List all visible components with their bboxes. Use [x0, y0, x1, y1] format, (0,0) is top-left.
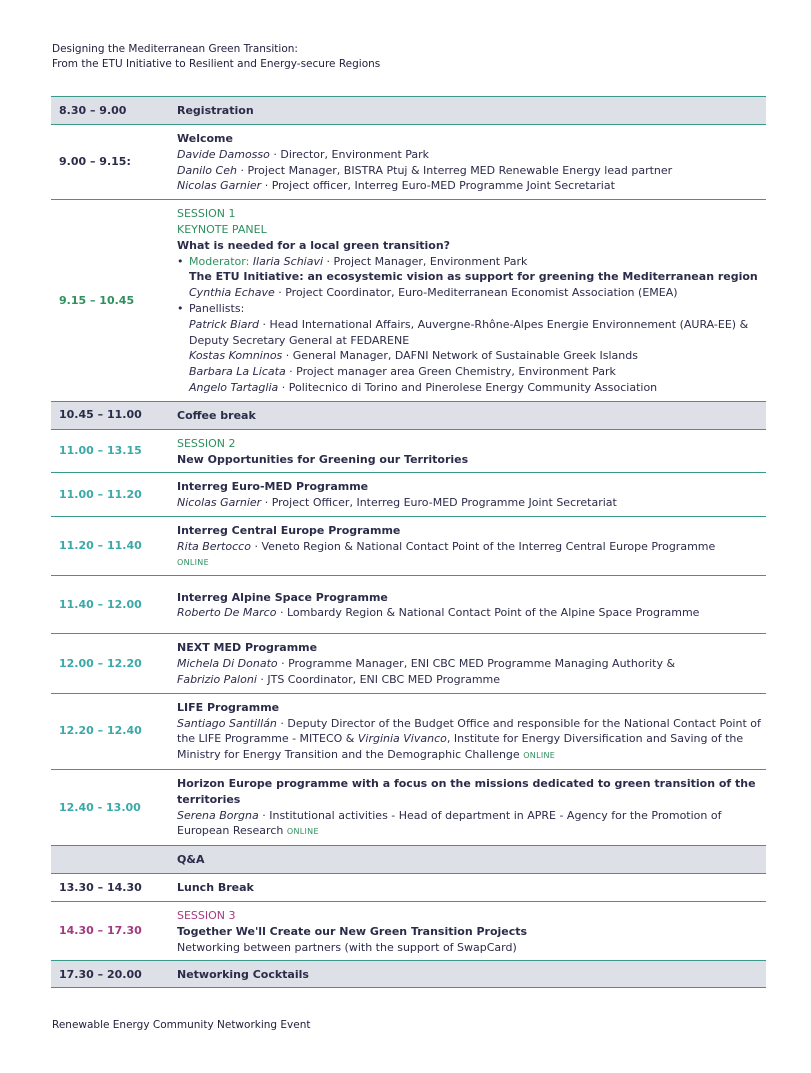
- agenda-row-cocktails: [51, 961, 766, 988]
- speaker-name: Patrick Biard: [189, 317, 260, 331]
- agenda-time: 10.45 – 11.00: [51, 401, 177, 429]
- agenda-title: Interreg Euro-MED Programme: [177, 480, 369, 494]
- agenda-title: Registration: [177, 97, 766, 125]
- agenda-content: [177, 769, 766, 845]
- speaker-role: · General Manager, DAFNI Network of Sustainable Greek Islands: [282, 349, 638, 363]
- speaker-line: [177, 672, 766, 688]
- panellist-line: [177, 364, 766, 380]
- agenda-time: 8.30 – 9.00: [51, 97, 177, 125]
- agenda-time: 11.40 – 12.00: [59, 597, 142, 611]
- keynote-title: The ETU Initiative: an ecosystemic vision as support for greening the Mediterranean region: [189, 270, 758, 284]
- speaker-name: Danilo Ceh: [177, 163, 237, 177]
- agenda-time: 9.00 – 9.15:: [59, 155, 131, 169]
- speaker-name: Angelo Tartaglia: [189, 380, 279, 394]
- agenda-time: 12.40 - 13.00: [59, 800, 141, 814]
- moderator-name: Ilaria Schiavi: [252, 254, 324, 268]
- speaker-name: Barbara La Licata: [189, 365, 286, 379]
- agenda-row-lunch: [51, 874, 766, 902]
- agenda-content: [177, 200, 766, 402]
- agenda-row-coffee: [51, 401, 766, 429]
- speaker-role: , Institute for Energy Diversification and Saving of the Ministry for Energy Transition and the Demographic Challenge: [177, 732, 744, 762]
- speaker-name: Nicolas Garnier: [177, 179, 262, 193]
- speaker-role: · Head International Affairs, Auvergne-Rhône-Alpes Energie Environnement (AURA-EE) & Deputy Secretary General at FEDARENE: [189, 317, 749, 347]
- header-line-2: From the ETU Initiative to Resilient and Energy-secure Regions: [52, 58, 381, 70]
- agenda-content: [177, 125, 766, 200]
- agenda-title: LIFE Programme: [177, 700, 280, 714]
- session-title: Together We'll Create our New Green Transition Projects: [177, 924, 528, 938]
- agenda-row-alpine-space: [51, 576, 766, 634]
- agenda-row-central-europe: [51, 516, 766, 575]
- speaker-role: · Institutional activities - Head of department in APRE - Agency for the Promotion of European Research: [177, 808, 722, 838]
- agenda-title: Interreg Alpine Space Programme: [177, 590, 388, 604]
- speaker-role: · Veneto Region & National Contact Point of the Interreg Central Europe Programme: [250, 539, 716, 553]
- agenda-time: 12.20 – 12.40: [59, 724, 142, 738]
- speaker-role: · Project Manager, BISTRA Ptuj & Interreg MED Renewable Energy lead partner: [236, 163, 673, 177]
- speaker-name: Serena Borgna: [177, 808, 259, 822]
- agenda-time: [51, 846, 177, 874]
- agenda-title: Coffee break: [177, 401, 766, 429]
- speaker-line: [177, 716, 766, 764]
- panellist-line: [177, 348, 766, 364]
- session-title: New Opportunities for Greening our Territories: [177, 452, 469, 466]
- speaker-line: [177, 539, 766, 555]
- speaker-name: Cynthia Echave: [189, 286, 275, 300]
- session-sublabel: KEYNOTE PANEL: [177, 222, 267, 236]
- moderator-line: [177, 254, 766, 270]
- speaker-role: · Project Coordinator, Euro-Mediterranean Economist Association (EMEA): [274, 286, 678, 300]
- speaker-line: [177, 495, 766, 511]
- agenda-content: [177, 902, 766, 961]
- online-badge: ONLINE: [177, 557, 209, 567]
- agenda-title: Lunch Break: [177, 881, 254, 895]
- agenda-time: 11.00 – 11.20: [59, 487, 142, 501]
- agenda-table: [51, 96, 766, 988]
- speaker-name: Davide Damosso: [177, 147, 270, 161]
- moderator-label: Moderator:: [189, 254, 253, 268]
- speaker-name: Fabrizio Paloni: [177, 672, 257, 686]
- speaker-role: · Director, Environment Park: [269, 147, 430, 161]
- agenda-row-horizon-europe: [51, 769, 766, 845]
- agenda-row-qa: [51, 846, 766, 874]
- agenda-title: Q&A: [177, 846, 766, 874]
- speaker-name: Virginia Vivanco: [357, 732, 447, 746]
- agenda-title: NEXT MED Programme: [177, 641, 318, 655]
- document-header: [52, 42, 380, 72]
- agenda-time: 17.30 – 20.00: [51, 961, 177, 988]
- agenda-content: [177, 576, 766, 634]
- speaker-line: [177, 147, 766, 163]
- agenda-row-euromed: [51, 473, 766, 517]
- session-label: SESSION 2: [177, 436, 236, 450]
- agenda-row-life: [51, 693, 766, 769]
- speaker-line: [177, 656, 766, 672]
- panellists-label: • Panellists:: [177, 301, 766, 317]
- agenda-content: [177, 516, 766, 575]
- agenda-content: [177, 429, 766, 473]
- agenda-time: 9.15 – 10.45: [59, 293, 135, 307]
- speaker-role: · Project manager area Green Chemistry, Environment Park: [285, 365, 616, 379]
- agenda-time: 11.20 – 11.40: [59, 539, 142, 553]
- agenda-row-welcome: [51, 125, 766, 200]
- speaker-role: · JTS Coordinator, ENI CBC MED Programme: [256, 672, 501, 686]
- panellist-line: [177, 380, 766, 396]
- agenda-row-registration: [51, 97, 766, 125]
- agenda-content: [177, 634, 766, 693]
- document-footer: Renewable Energy Community Networking Event: [52, 1019, 311, 1031]
- agenda-row-session-3: [51, 902, 766, 961]
- speaker-name: Santiago Santillán: [177, 716, 277, 730]
- agenda-content: [177, 473, 766, 517]
- agenda-row-session-2: [51, 429, 766, 473]
- session-question: What is needed for a local green transition?: [177, 238, 451, 252]
- agenda-title: Horizon Europe programme with a focus on the missions dedicated to green transition of the territories: [177, 776, 756, 806]
- speaker-name: Michela Di Donato: [177, 657, 278, 671]
- speaker-role: · Programme Manager, ENI CBC MED Programme Managing Authority &: [277, 657, 676, 671]
- agenda-title: Interreg Central Europe Programme: [177, 523, 401, 537]
- agenda-row-next-med: [51, 634, 766, 693]
- agenda-time: 12.00 – 12.20: [59, 656, 142, 670]
- agenda-title: Welcome: [177, 132, 233, 145]
- agenda-time: 11.00 – 13.15: [59, 444, 142, 458]
- speaker-role: · Politecnico di Torino and Pinerolese Energy Community Association: [278, 380, 658, 394]
- speaker-name: Kostas Komninos: [189, 349, 283, 363]
- agenda-title: Networking Cocktails: [177, 961, 766, 988]
- online-badge: ONLINE: [286, 827, 319, 837]
- speaker-name: Rita Bertocco: [177, 539, 251, 553]
- session-subtitle: Networking between partners (with the support of SwapCard): [177, 940, 517, 954]
- speaker-role: · Lombardy Region & National Contact Point of the Alpine Space Programme: [276, 606, 700, 620]
- speaker-name: Roberto De Marco: [177, 606, 277, 620]
- agenda-time: 13.30 – 14.30: [59, 880, 142, 894]
- speaker-role: · Project Officer, Interreg Euro-MED Programme Joint Secretariat: [261, 496, 617, 510]
- speaker-line: [177, 605, 766, 621]
- speaker-line: [177, 163, 766, 179]
- agenda-content: [177, 693, 766, 769]
- speaker-role: · Project officer, Interreg Euro-MED Programme Joint Secretariat: [261, 179, 615, 193]
- agenda-row-session-1: [51, 200, 766, 402]
- header-line-1: Designing the Mediterranean Green Transition:: [52, 43, 298, 55]
- moderator-role: · Project Manager, Environment Park: [323, 254, 528, 268]
- speaker-role: · Deputy Director of the Budget Office and responsible for the National Contact Point of the LIFE Programme - MITECO &: [177, 716, 761, 746]
- panellist-line: [177, 317, 766, 349]
- speaker-line: [177, 808, 766, 841]
- agenda-time: 14.30 – 17.30: [59, 924, 142, 938]
- session-label: SESSION 3: [177, 909, 236, 923]
- session-label: SESSION 1: [177, 207, 236, 221]
- keynote-speaker: [177, 285, 766, 301]
- online-badge: ONLINE: [523, 751, 556, 761]
- speaker-line: [177, 178, 766, 194]
- speaker-name: Nicolas Garnier: [177, 496, 262, 510]
